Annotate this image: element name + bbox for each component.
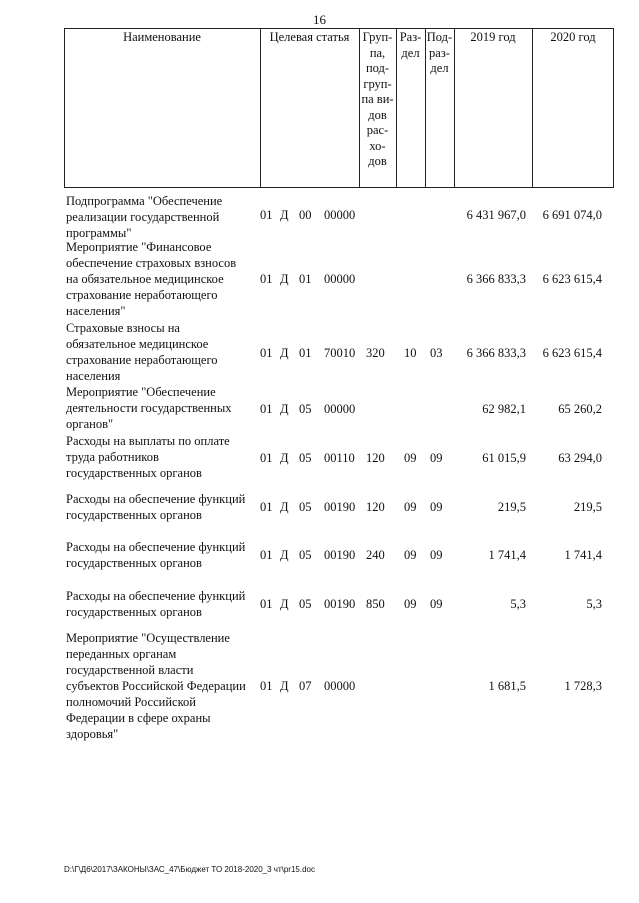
- header-group: Груп- па, под- груп- па ви- дов рас- хо- дов: [361, 30, 394, 168]
- cell-p1: 01: [260, 451, 273, 465]
- row-name: Расходы на обеспечение функций государственных органов: [66, 589, 246, 619]
- table-row: [64, 384, 624, 432]
- cell-2020: 219,5: [573, 500, 602, 514]
- cell-p2: Д: [280, 679, 289, 693]
- cell-p2: Д: [280, 346, 289, 360]
- cell-section: 09: [404, 548, 417, 562]
- header-name: Наименование: [123, 30, 201, 44]
- cell-2019: 219,5: [497, 500, 526, 514]
- cell-p1: 01: [260, 208, 273, 222]
- cell-p3: 00: [299, 208, 312, 222]
- table-row: [64, 239, 624, 319]
- table-row: [64, 491, 624, 523]
- cell-p3: 05: [299, 451, 312, 465]
- cell-p1: 01: [260, 597, 273, 611]
- row-name: Расходы на обеспечение функций государственных органов: [66, 492, 246, 522]
- cell-2019: 1 741,4: [488, 548, 526, 562]
- table-row: [64, 588, 624, 620]
- cell-group: 120: [366, 451, 385, 465]
- cell-group: 240: [366, 548, 385, 562]
- cell-2020: 63 294,0: [558, 451, 602, 465]
- cell-p2: Д: [280, 548, 289, 562]
- cell-2019: 1 681,5: [488, 679, 526, 693]
- cell-2020: 1 741,4: [564, 548, 602, 562]
- col-divider: [260, 28, 261, 188]
- cell-2020: 6 623 615,4: [542, 272, 602, 286]
- cell-2019: 6 431 967,0: [466, 208, 526, 222]
- cell-p3: 05: [299, 402, 312, 416]
- header-2019: 2019 год: [470, 30, 516, 44]
- cell-p4: 00000: [324, 679, 356, 693]
- col-divider: [532, 28, 533, 188]
- cell-subsection: 03: [430, 346, 443, 360]
- row-name: Мероприятие "Обеспечение деятельности государственных органов": [66, 385, 232, 431]
- cell-2020: 5,3: [586, 597, 602, 611]
- cell-p3: 01: [299, 272, 312, 286]
- cell-2020: 1 728,3: [564, 679, 602, 693]
- cell-p3: 05: [299, 597, 312, 611]
- cell-2019: 61 015,9: [482, 451, 526, 465]
- cell-section: 09: [404, 500, 417, 514]
- cell-p3: 07: [299, 679, 312, 693]
- cell-p1: 01: [260, 679, 273, 693]
- table-row: [64, 630, 624, 742]
- cell-section: 09: [404, 597, 417, 611]
- row-name: Страховые взносы на обязательное медицинское страхование неработающего населения: [66, 321, 218, 383]
- table-row: [64, 320, 624, 384]
- cell-p4: 70010: [324, 346, 356, 360]
- cell-section: 09: [404, 451, 417, 465]
- cell-subsection: 09: [430, 548, 443, 562]
- header-subsection: Под- раз- дел: [426, 30, 453, 75]
- cell-p3: 01: [299, 346, 312, 360]
- cell-group: 850: [366, 597, 385, 611]
- header-target: Целевая статья: [269, 30, 350, 44]
- row-name: Расходы на обеспечение функций государственных органов: [66, 540, 246, 570]
- cell-p4: 00190: [324, 597, 356, 611]
- cell-2019: 6 366 833,3: [466, 346, 526, 360]
- cell-p4: 00000: [324, 208, 356, 222]
- header-2020: 2020 год: [550, 30, 596, 44]
- cell-p3: 05: [299, 500, 312, 514]
- cell-p4: 00190: [324, 548, 356, 562]
- cell-2020: 6 623 615,4: [542, 346, 602, 360]
- cell-p2: Д: [280, 451, 289, 465]
- cell-p1: 01: [260, 402, 273, 416]
- row-name: Мероприятие "Осуществление переданных органам государственной власти субъектов Российской Федерации полномочий Российской Федерации в сфере охраны здоровья": [66, 631, 246, 741]
- row-name: Расходы на выплаты по оплате труда работников государственных органов: [66, 434, 230, 480]
- cell-section: 10: [404, 346, 417, 360]
- cell-2019: 5,3: [510, 597, 526, 611]
- cell-subsection: 09: [430, 500, 443, 514]
- header-section: Раз- дел: [399, 30, 422, 60]
- table-row: [64, 539, 624, 571]
- cell-2020: 6 691 074,0: [542, 208, 602, 222]
- cell-2019: 6 366 833,3: [466, 272, 526, 286]
- cell-subsection: 09: [430, 597, 443, 611]
- cell-p1: 01: [260, 500, 273, 514]
- cell-p2: Д: [280, 500, 289, 514]
- cell-group: 120: [366, 500, 385, 514]
- cell-p1: 01: [260, 548, 273, 562]
- cell-p2: Д: [280, 402, 289, 416]
- row-name: Подпрограмма "Обеспечение реализации государственной программы": [66, 194, 223, 240]
- cell-subsection: 09: [430, 451, 443, 465]
- col-divider: [454, 28, 455, 188]
- table-row: [64, 433, 624, 481]
- cell-p2: Д: [280, 272, 289, 286]
- row-name: Мероприятие "Финансовое обеспечение страховых взносов на обязательное медицинское страхование неработающего населения": [66, 240, 237, 318]
- cell-group: 320: [366, 346, 385, 360]
- cell-p2: Д: [280, 208, 289, 222]
- cell-p1: 01: [260, 272, 273, 286]
- cell-2020: 65 260,2: [558, 402, 602, 416]
- table-row: [64, 193, 624, 241]
- cell-p1: 01: [260, 346, 273, 360]
- cell-p2: Д: [280, 597, 289, 611]
- cell-2019: 62 982,1: [482, 402, 526, 416]
- cell-p4: 00000: [324, 402, 356, 416]
- footer-file-path: D:\Г\Д6\2017\ЗАКОНЫ\ЗАС_47\Бюджет ТО 2018-2020_3 чт\pr15.doc: [64, 865, 315, 874]
- page-number: 16: [313, 12, 326, 27]
- cell-p4: 00000: [324, 272, 356, 286]
- cell-p3: 05: [299, 548, 312, 562]
- cell-p4: 00190: [324, 500, 356, 514]
- cell-p4: 00110: [324, 451, 355, 465]
